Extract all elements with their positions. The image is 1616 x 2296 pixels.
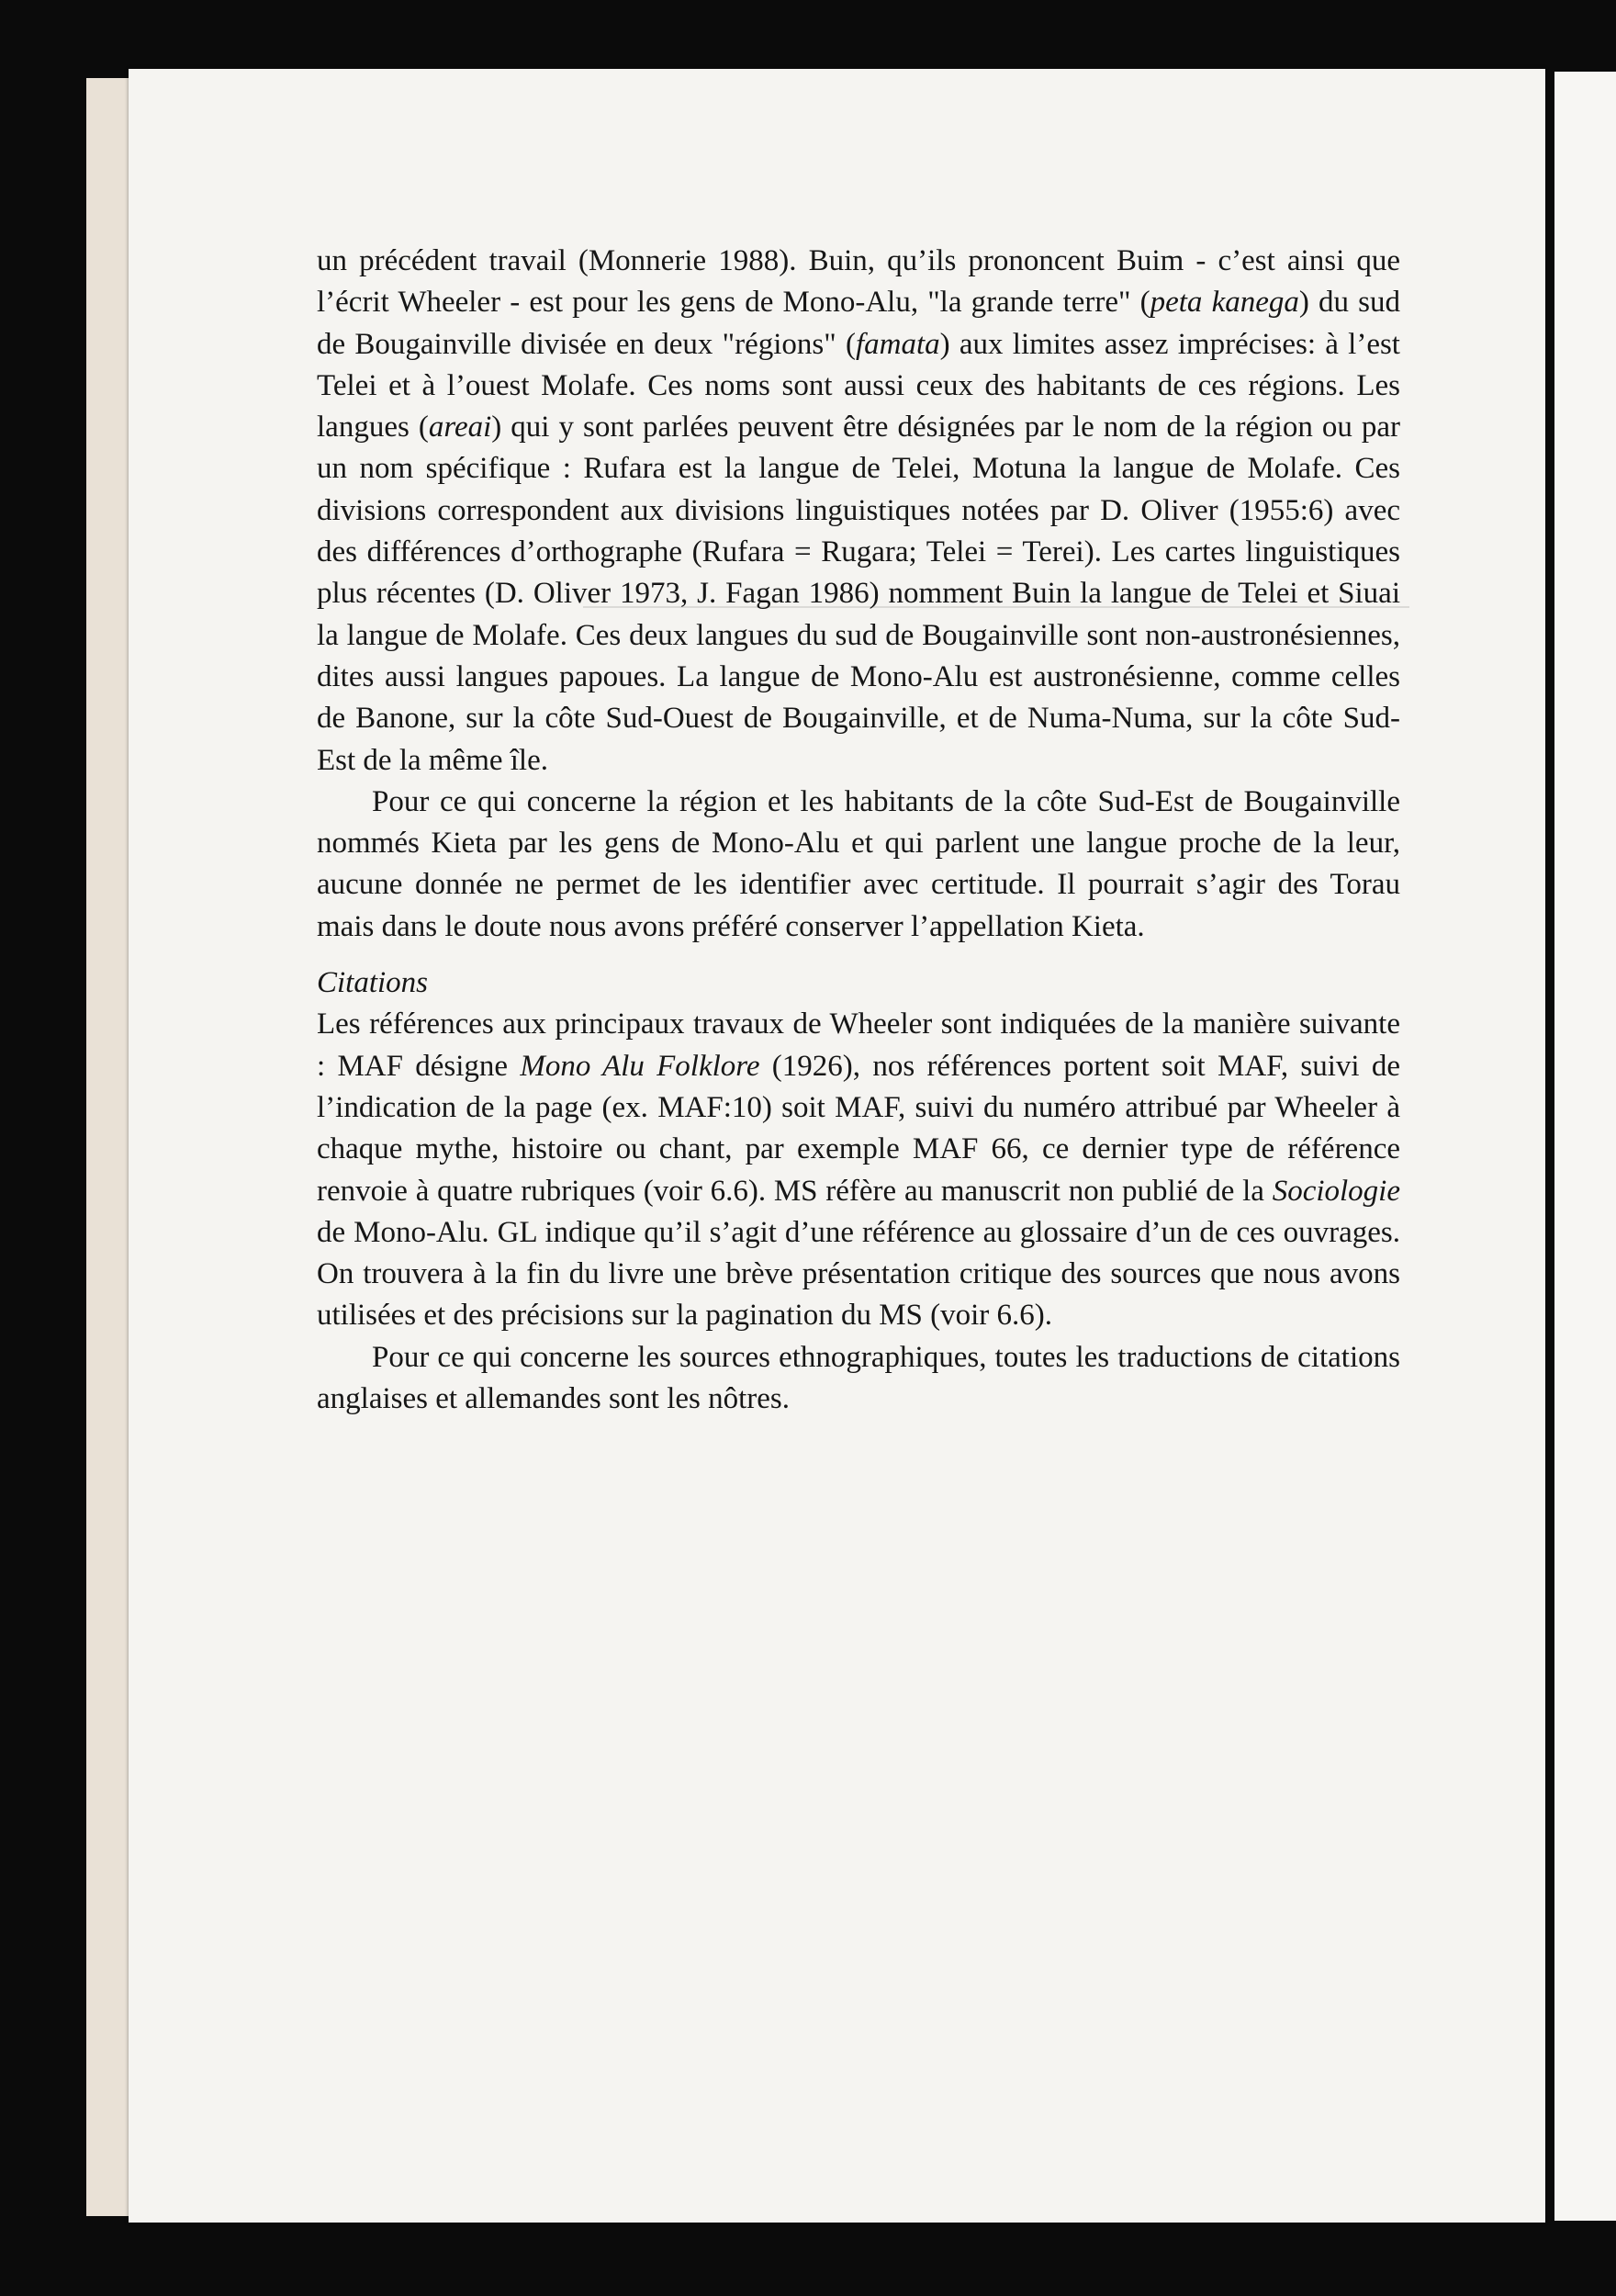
text-run: Les références aux principaux travaux de Wheeler sont indiquées de la manière suivante : MAF désigne [317,1007,1400,1083]
body-text [317,241,1400,1420]
text-run: ) aux limites assez imprécises: à l’est Telei et à l’ouest Molafe. Ces noms sont aussi ceux des habitants de ces régions. Les langues ( [317,327,1400,445]
paragraph [317,782,1400,948]
section-heading [317,962,1400,1004]
text-run: (1926), nos références portent soit MAF, suivi de l’indication de la page (ex. MAF:10) soit MAF, suivi du numéro attribué par Wheeler à chaque mythe, histoire ou chant, par exemple MAF 66, ce dernier type de référence renvoie à quatre rubriques (voir 6.6). MS réfère au manuscrit non publié de la [317,1049,1400,1208]
paragraph [317,241,1400,782]
text-run: ) du sud de Bougainville divisée en deux "régions" ( [317,286,1400,361]
text-run: de Mono-Alu. GL indique qu’il s’agit d’une référence au glossaire d’un de ces ouvrages. On trouvera à la fin du livre une brève présentation critique des sources que nous avons utilisées et des précisions sur la pagination du MS (voir 6.6). [317,1215,1400,1333]
text-run: Pour ce qui concerne les sources ethnographiques, toutes les traductions de citations anglaises et allemandes sont les nôtres. [317,1340,1400,1416]
italic-term: Sociologie [1272,1174,1400,1208]
italic-term: areai [428,411,492,445]
next-page-edge [1554,72,1616,2221]
italic-term: famata [855,327,940,361]
text-run: Pour ce qui concerne la région et les habitants de la côte Sud-Est de Bougainville nommés Kieta par les gens de Mono-Alu et qui parlent une langue proche de la leur, aucune donnée ne permet de les identifier avec certitude. Il pourrait s’agir des Torau mais dans le doute nous avons préféré conserver l’appellation Kieta. [317,784,1400,943]
text-run: un précédent travail (Monnerie 1988). Buin, qu’ils prononcent Buim - c’est ainsi que l’écrit Wheeler - est pour les gens de Mono-Alu, "la grande terre" ( [317,244,1400,320]
italic-term: peta kanega [1150,286,1299,320]
text-run: Citations [317,966,429,1000]
paragraph [317,1004,1400,1336]
paragraph [317,1337,1400,1421]
text-run: ) qui y sont parlées peuvent être désignées par le nom de la région ou par un nom spécifique : Rufara est la langue de Telei, Motuna la langue de Molafe. Ces divisions correspondent aux divisions linguistiques notées par D. Oliver (1955:6) avec des différences d’orthographe (Rufara = Rugara; Telei = Terei). Les cartes linguistiques plus récentes (D. Oliver 1973, J. Fagan 1986) nomment Buin la langue de Telei et Siuai la langue de Molafe. Ces deux langues du sud de Bougainville sont non-austronésiennes, dites aussi langues papoues. La langue de Mono-Alu est austronésienne, comme celles de Banone, sur la côte Sud-Ouest de Bougainville, et de Numa-Numa, sur la côte Sud-Est de la même île. [317,411,1401,777]
italic-term: Mono Alu Folklore [520,1049,760,1083]
